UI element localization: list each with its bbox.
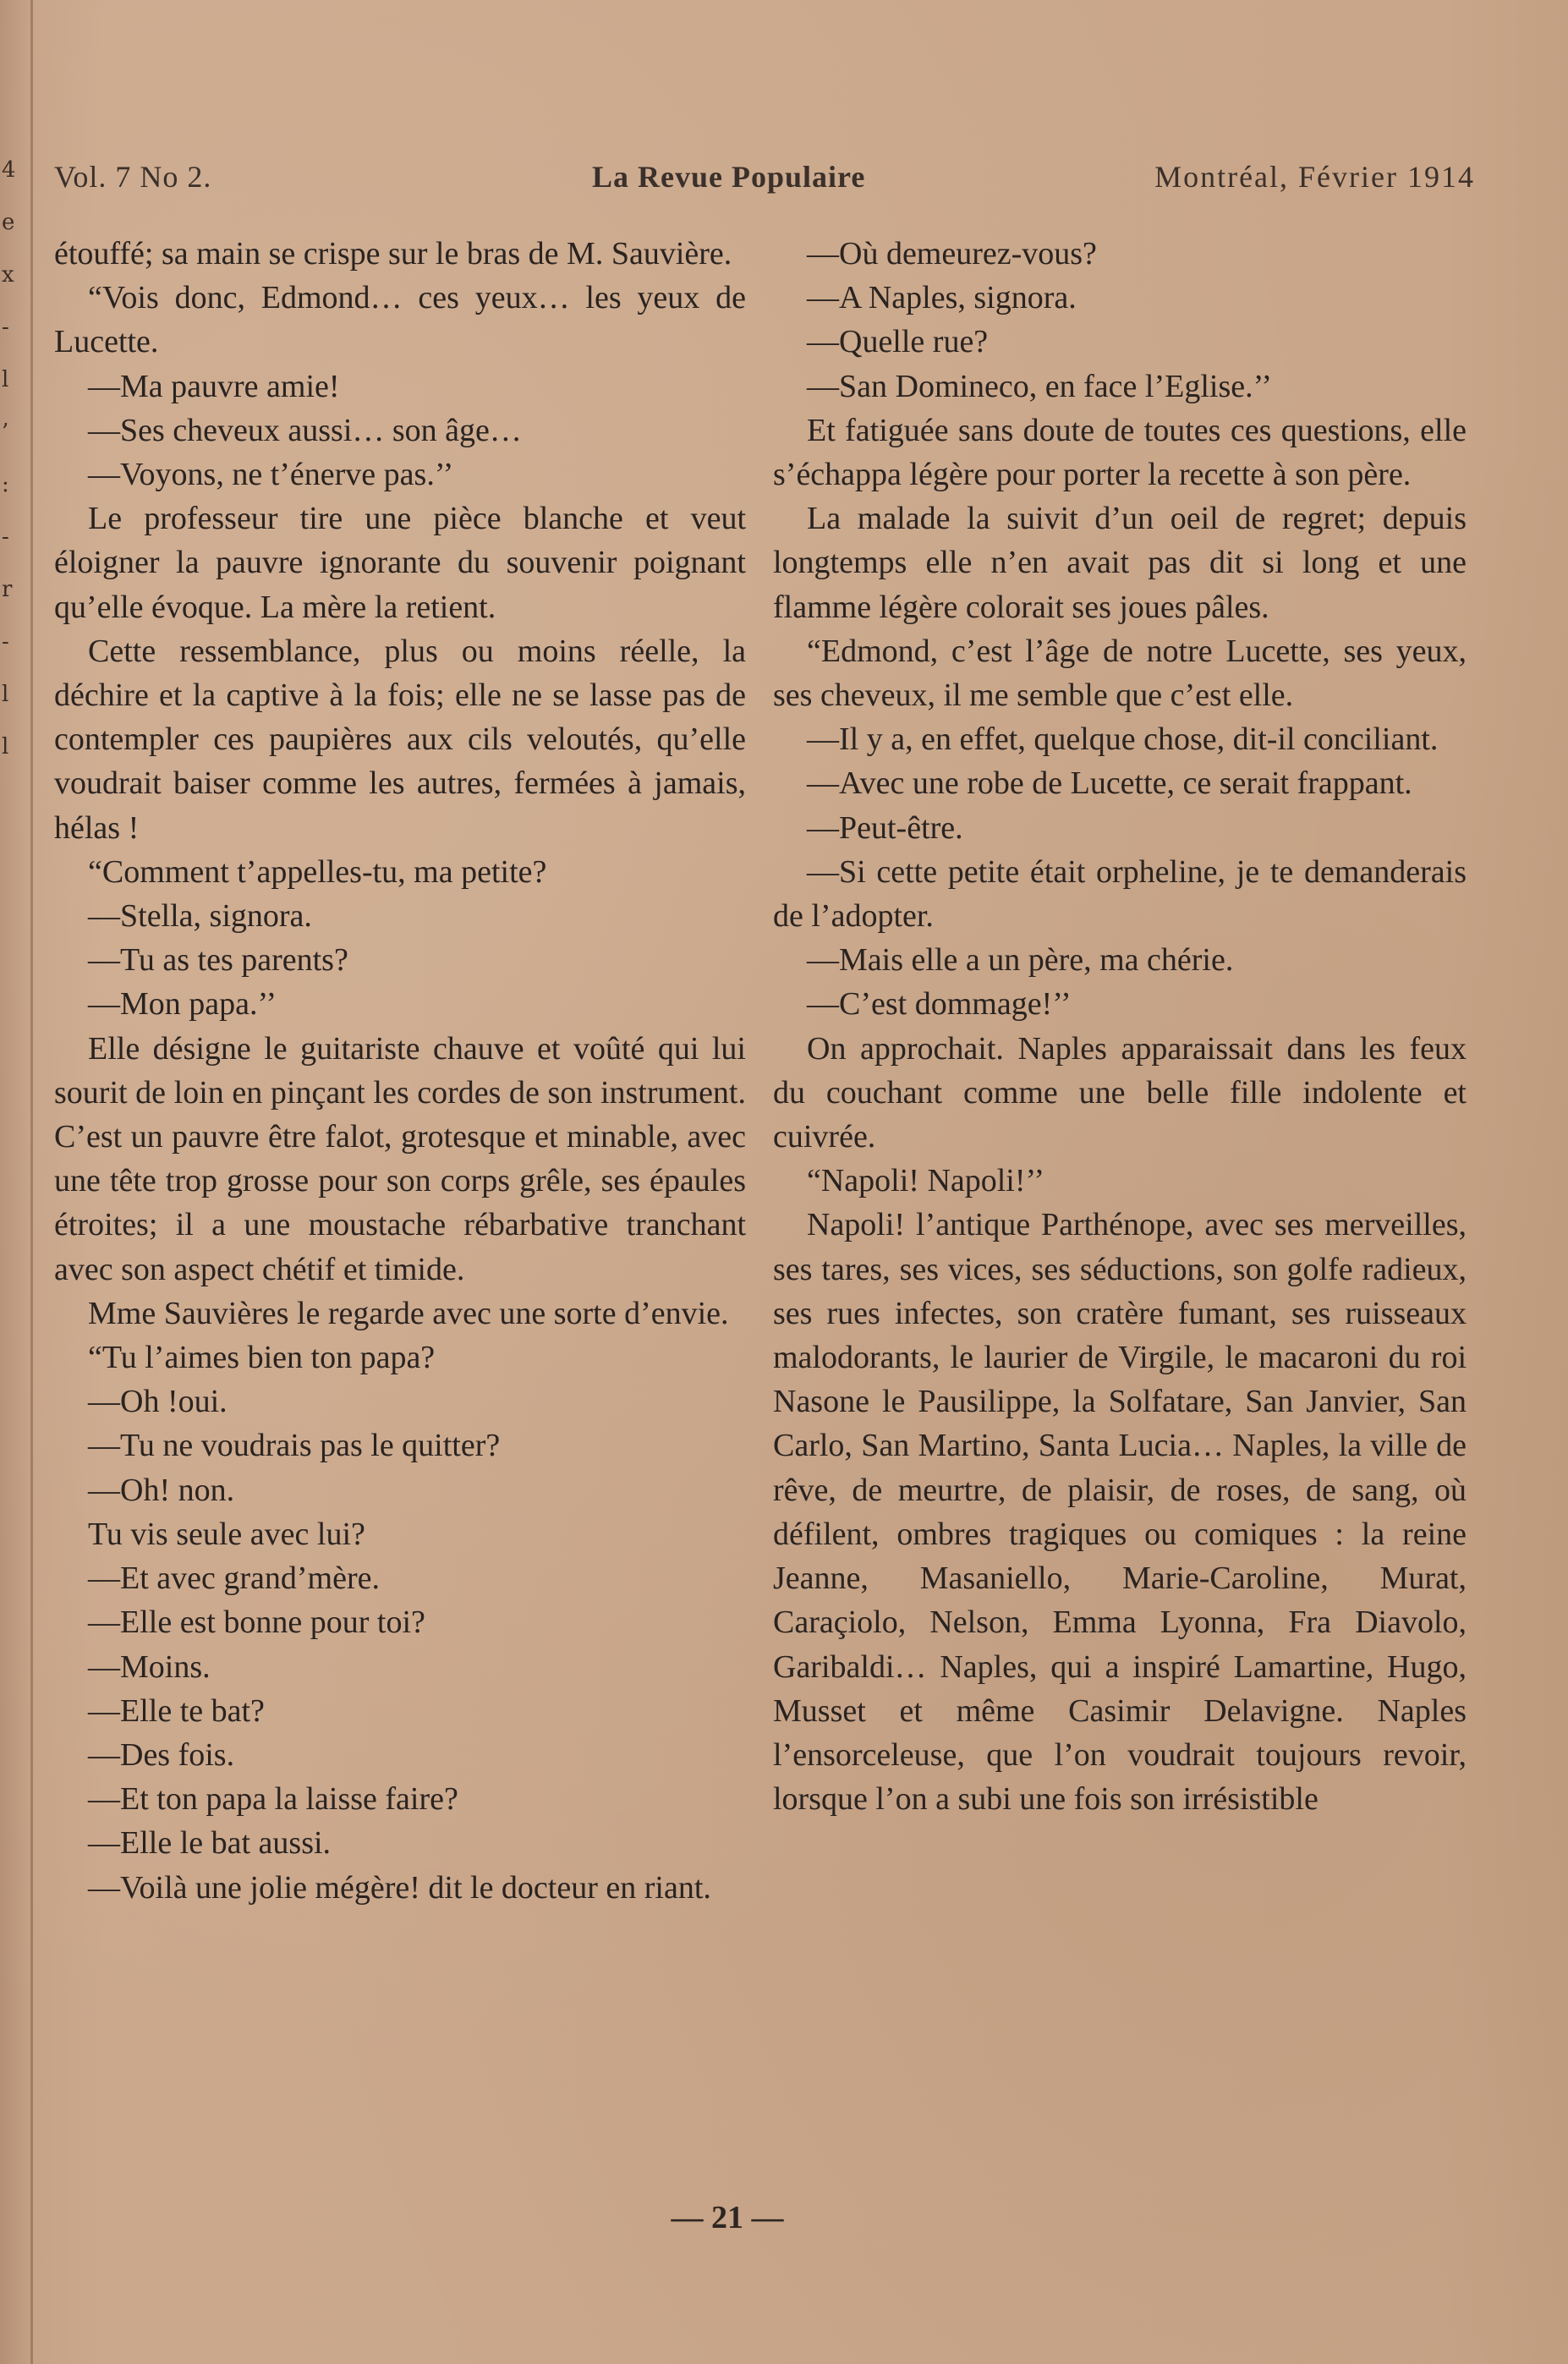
margin-mark: -: [2, 629, 9, 655]
paragraph: Elle désigne le guitariste chauve et voûté qui lui sourit de loin en pinçant les cordes de son instrument. C’est un pauvre être falot, grotesque et minable, avec une tête trop grosse pour son corps grêle, ses épaules étroites; il a une moustache rébarbative tranchant avec son aspect chétif et timide.: [54, 1030, 746, 1287]
paragraph: —Et avec grand’mère.: [88, 1560, 380, 1597]
margin-mark: 4: [2, 157, 16, 183]
paragraph: “Vois donc, Edmond… ces yeux… les yeux de Lucette.: [54, 280, 746, 360]
paragraph: Mme Sauvières le regarde avec une sorte d’envie.: [88, 1295, 729, 1331]
paragraph: —Où demeurez-vous?: [807, 236, 1097, 272]
paragraph: —Des fois.: [88, 1736, 235, 1773]
paragraph: Napoli! l’antique Parthénope, avec ses merveilles, ses tares, ses vices, ses séductions, son golfe radieux, ses rues infectes, son cratère fumant, ses ruisseaux malodorants, le laurier de Virgile, le macaroni du roi Nasone le Pausilippe, la Solfatare, San Janvier, San Carlo, San Martino, Santa Lucia… Naples, la ville de rêve, de meurtre, de plaisir, de roses, de sang, où défilent, ombres tragiques ou comiques : la reine Jeanne, Masaniello, Marie-Caroline, Murat, Caraçiolo, Nelson, Emma Lyonna, Fra Diavolo, Garibaldi… Naples, qui a inspiré Lamartine, Hugo, Musset et même Casimir Delavigne. Naples l’ensorceleuse, que l’on voudrait toujours revoir, lorsque l’on a subi une fois son irrésistible: [773, 1207, 1467, 1818]
margin-mark: -: [2, 315, 9, 340]
running-header: [54, 159, 1475, 201]
paragraph: —Mon papa.’’: [88, 986, 277, 1023]
paragraph: —Elle le bat aussi.: [88, 1825, 332, 1862]
paragraph: étouffé; sa main se crispe sur le bras de M. Sauvière.: [54, 236, 732, 272]
publication-title: La Revue Populaire: [592, 160, 866, 194]
paragraph: —Tu ne voudrais pas le quitter?: [88, 1428, 501, 1464]
paragraph: “Comment t’appelles-tu, ma petite?: [88, 853, 547, 890]
margin-mark: e: [2, 210, 15, 235]
paragraph: Cette ressemblance, plus ou moins réelle, la déchire et la captive à la fois; elle ne se lasse pas de contempler ces paupières aux cils veloutés, qu’elle voudrait baiser comme les autres, fermées à jamais, hélas !: [54, 633, 746, 846]
paragraph: —C’est dommage!’’: [807, 986, 1072, 1023]
right-column: [773, 232, 1467, 1821]
paragraph: “Tu l’aimes bien ton papa?: [88, 1340, 436, 1376]
paragraph: —Oh! non.: [88, 1472, 235, 1508]
margin-mark: l: [2, 734, 9, 760]
paragraph: Et fatiguée sans doute de toutes ces questions, elle s’échappa légère pour porter la recette à son père.: [773, 412, 1467, 493]
paragraph: “Napoli! Napoli!’’: [807, 1163, 1045, 1199]
paragraph: —Ses cheveux aussi… son âge…: [88, 412, 522, 448]
paragraph: —Quelle rue?: [807, 324, 989, 360]
margin-mark: :: [2, 472, 9, 497]
paragraph: —Moins.: [88, 1648, 211, 1685]
binding-edge: [30, 0, 33, 2364]
paragraph: —Voyons, ne t’énerve pas.’’: [88, 457, 454, 493]
paragraph: —Peut-être.: [807, 809, 963, 846]
paragraph: —Voilà une jolie mégère! dit le docteur en riant.: [88, 1869, 711, 1906]
paragraph: “Edmond, c’est l’âge de notre Lucette, ses yeux, ses cheveux, il me semble que c’est elle.: [773, 633, 1467, 714]
paragraph: —A Naples, signora.: [807, 280, 1077, 316]
margin-mark: x: [2, 262, 14, 288]
paragraph: —Avec une robe de Lucette, ce serait frappant.: [807, 765, 1412, 802]
paragraph: —San Domineco, en face l’Eglise.’’: [807, 368, 1273, 404]
left-column: [54, 232, 746, 1910]
page-number: — 21 —: [671, 2200, 784, 2235]
paragraph: Tu vis seule avec lui?: [88, 1516, 365, 1552]
paragraph: —Il y a, en effet, quelque chose, dit-il conciliant.: [807, 721, 1439, 758]
volume-number: Vol. 7 No 2.: [54, 160, 212, 194]
margin-mark: l: [2, 367, 9, 392]
margin-mark: ’: [2, 420, 9, 445]
paragraph: —Stella, signora.: [88, 898, 312, 935]
margin-mark: l: [2, 682, 9, 707]
paragraph: —Ma pauvre amie!: [88, 368, 340, 404]
margin-mark: -: [2, 524, 9, 550]
paragraph: —Oh !oui.: [88, 1384, 228, 1420]
margin-marks: [2, 144, 22, 773]
paragraph: —Tu as tes parents?: [88, 942, 348, 979]
paragraph: —Si cette petite était orpheline, je te demanderais de l’adopter.: [773, 853, 1467, 935]
paragraph: —Elle est bonne pour toi?: [88, 1604, 425, 1641]
paragraph: —Et ton papa la laisse faire?: [88, 1781, 458, 1818]
paragraph: On approchait. Naples apparaissait dans les feux du couchant comme une belle fille indolente et cuivrée.: [773, 1030, 1467, 1155]
margin-mark: r: [2, 577, 13, 602]
paragraph: —Mais elle a un père, ma chérie.: [807, 942, 1234, 979]
paragraph: —Elle te bat?: [88, 1692, 265, 1729]
paragraph: La malade la suivit d’un oeil de regret; depuis longtemps elle n’en avait pas dit si long et une flamme légère colorait ses joues pâles.: [773, 501, 1467, 625]
paragraph: Le professeur tire une pièce blanche et veut éloigner la pauvre ignorante du souvenir poignant qu’elle évoque. La mère la retient.: [54, 501, 746, 625]
place-date: Montréal, Février 1914: [1154, 160, 1475, 194]
